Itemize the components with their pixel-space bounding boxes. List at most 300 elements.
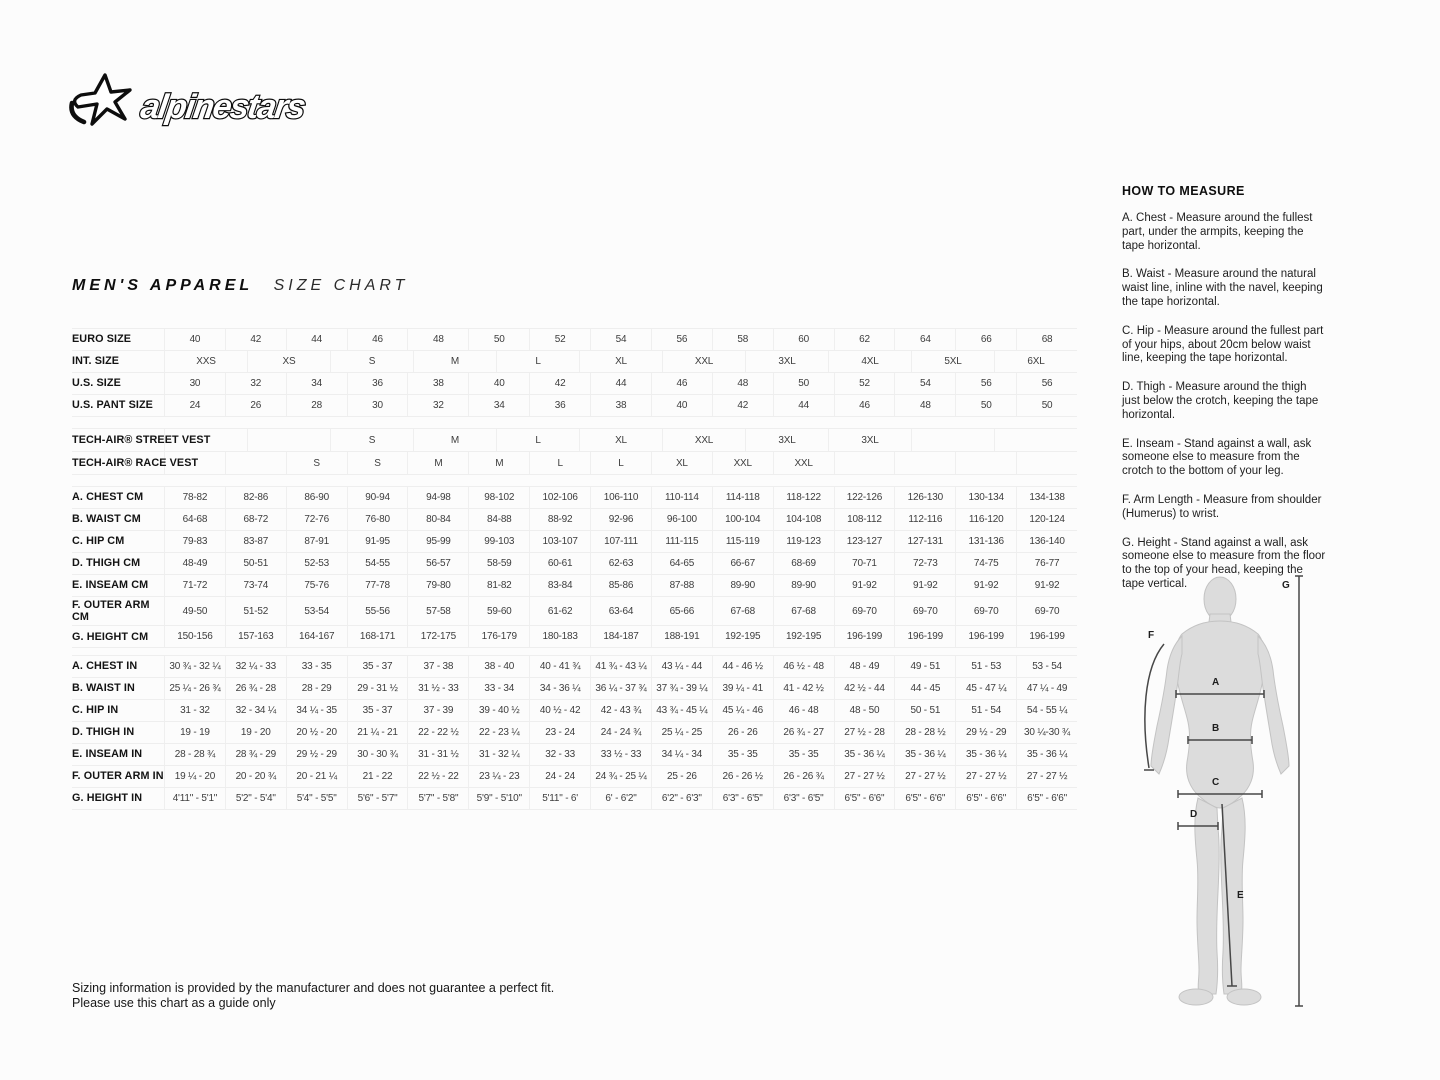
table-cell: 150-156 — [164, 626, 225, 647]
table-cell: 54 - 55 ¼ — [1016, 700, 1077, 721]
row-label: C. HIP CM — [72, 535, 125, 548]
table-cell: XL — [579, 429, 662, 451]
table-cell: 164-167 — [286, 626, 347, 647]
how-to-measure-panel — [1122, 184, 1327, 607]
table-cell: 127-131 — [894, 531, 955, 552]
table-cell: 20 - 21 ¼ — [286, 766, 347, 787]
table-cell: 5'2" - 5'4" — [225, 788, 286, 809]
row-cells — [164, 722, 1077, 743]
table-cell: 6'5" - 6'6" — [955, 788, 1016, 809]
table-cell: 27 - 27 ½ — [955, 766, 1016, 787]
table-cell: 23 - 24 — [529, 722, 590, 743]
table-cell: 33 - 34 — [468, 678, 529, 699]
table-cell: 45 ¼ - 46 — [712, 700, 773, 721]
row-cells — [164, 744, 1077, 765]
table-cell: 85-86 — [590, 575, 651, 596]
table-cell: 23 ¼ - 23 — [468, 766, 529, 787]
table-cell: 47 ¼ - 49 — [1016, 678, 1077, 699]
table-cell: 50 — [773, 373, 834, 394]
table-cell: 71-72 — [164, 575, 225, 596]
table-cell: 29 ½ - 29 — [286, 744, 347, 765]
table-cell: 120-124 — [1016, 509, 1077, 530]
how-to-measure-item: F. Arm Length - Measure from shoulder (Humerus) to wrist. — [1122, 493, 1322, 520]
table-cell: 98-102 — [468, 487, 529, 508]
row-label: TECH-AIR® RACE VEST — [72, 456, 199, 469]
table-cell — [911, 429, 994, 451]
table-cell: 4XL — [828, 351, 911, 372]
table-cell: 3XL — [828, 429, 911, 451]
table-cell: 34 ¼ - 34 — [651, 744, 712, 765]
table-cell: 50 — [955, 395, 1016, 416]
table-cell: 41 - 42 ½ — [773, 678, 834, 699]
table-cell: 48 - 50 — [834, 700, 895, 721]
table-cell: 89-90 — [773, 575, 834, 596]
table-cell: 40 — [164, 329, 225, 350]
table-cell: 80-84 — [407, 509, 468, 530]
table-cell: 48 — [407, 329, 468, 350]
how-to-measure-item: C. Hip - Measure around the fullest part of your hips, about 20cm below waist line, keeping the tape horizontal. — [1122, 324, 1324, 365]
table-cell: 52 — [529, 329, 590, 350]
table-cell: 44 — [286, 329, 347, 350]
table-cell: 106-110 — [590, 487, 651, 508]
table-cell: 54 — [590, 329, 651, 350]
table-cell: 91-92 — [1016, 575, 1077, 596]
table-cell: 42 ½ - 44 — [834, 678, 895, 699]
row-label: A. CHEST IN — [72, 660, 138, 673]
table-cell: 48-49 — [164, 553, 225, 574]
table-cell: 28 — [286, 395, 347, 416]
table-cell: 32 — [225, 373, 286, 394]
label-a: A — [1212, 677, 1220, 688]
row-cells — [164, 395, 1077, 416]
table-cell — [894, 452, 955, 474]
table-cell: 32 - 34 ¼ — [225, 700, 286, 721]
page-title-primary: MEN'S APPAREL — [72, 277, 254, 294]
table-cell: 43 ¼ - 44 — [651, 656, 712, 677]
table-row-us-size — [72, 373, 1077, 395]
table-cell: 46 — [651, 373, 712, 394]
table-row-us-pant-size — [72, 395, 1077, 417]
table-cell: 20 ½ - 20 — [286, 722, 347, 743]
table-cell: 31 - 31 ½ — [407, 744, 468, 765]
table-cell: 73-74 — [225, 575, 286, 596]
table-row — [72, 678, 1077, 700]
row-cells — [164, 700, 1077, 721]
table-cell — [994, 429, 1077, 451]
table-cell: 51 - 53 — [955, 656, 1016, 677]
table-cell: 6XL — [994, 351, 1077, 372]
table-cell: 44 - 45 — [894, 678, 955, 699]
row-cells — [164, 553, 1077, 574]
table-cell: 64 — [894, 329, 955, 350]
table-cell: 67-68 — [773, 597, 834, 625]
table-cell: 69-70 — [1016, 597, 1077, 625]
table-cell: 66-67 — [712, 553, 773, 574]
table-cell: 54-55 — [347, 553, 408, 574]
table-cell: 35 - 35 — [712, 744, 773, 765]
table-cell: 58-59 — [468, 553, 529, 574]
table-cell: 32 ¼ - 33 — [225, 656, 286, 677]
table-cell: 196-199 — [834, 626, 895, 647]
table-cell: 130-134 — [955, 487, 1016, 508]
table-cell: 48 - 49 — [834, 656, 895, 677]
table-cell: 192-195 — [712, 626, 773, 647]
table-cell: 76-77 — [1016, 553, 1077, 574]
table-cell: 172-175 — [407, 626, 468, 647]
table-cell: 115-119 — [712, 531, 773, 552]
table-cell: 68 — [1016, 329, 1077, 350]
table-cell: 91-92 — [834, 575, 895, 596]
table-cell: 26 - 26 ½ — [712, 766, 773, 787]
table-cell: 81-82 — [468, 575, 529, 596]
height-line — [1295, 576, 1303, 1006]
table-cell: 52-53 — [286, 553, 347, 574]
table-cell: 26 - 26 ¾ — [773, 766, 834, 787]
table-cell: 27 - 27 ½ — [834, 766, 895, 787]
table-row-race-vest — [72, 452, 1077, 475]
table-cell: 180-183 — [529, 626, 590, 647]
row-label: D. THIGH IN — [72, 726, 135, 739]
table-cell: 64-65 — [651, 553, 712, 574]
body-silhouette — [1151, 577, 1289, 1005]
table-cell: 49 - 51 — [894, 656, 955, 677]
table-cell: 86-90 — [286, 487, 347, 508]
table-cell: 21 ¼ - 21 — [347, 722, 408, 743]
table-cell: 27 - 27 ½ — [894, 766, 955, 787]
table-cell: 196-199 — [955, 626, 1016, 647]
table-cell: 3XL — [745, 351, 828, 372]
table-row — [72, 509, 1077, 531]
alpinestars-wordmark: alpinestars — [138, 88, 307, 126]
row-cells — [164, 452, 1077, 474]
table-cell: 82-86 — [225, 487, 286, 508]
table-cell: 24 — [164, 395, 225, 416]
table-cell: 87-88 — [651, 575, 712, 596]
table-cell: 30 - 30 ¾ — [347, 744, 408, 765]
table-cell: 33 ½ - 33 — [590, 744, 651, 765]
table-cell: 34 — [468, 395, 529, 416]
table-cell: 56-57 — [407, 553, 468, 574]
table-cell: 35 - 36 ¼ — [1016, 744, 1077, 765]
table-cell: 50 — [1016, 395, 1077, 416]
table-cell: 196-199 — [894, 626, 955, 647]
table-cell: 37 ¾ - 39 ¼ — [651, 678, 712, 699]
table-cell: 50 — [468, 329, 529, 350]
table-cell: XXL — [712, 452, 773, 474]
table-row — [72, 744, 1077, 766]
table-cell: L — [590, 452, 651, 474]
table-cell: 102-106 — [529, 487, 590, 508]
inch-measurements-block — [72, 655, 1077, 810]
table-cell: 65-66 — [651, 597, 712, 625]
label-g: G — [1282, 580, 1290, 591]
table-cell: 48 — [712, 373, 773, 394]
table-cell: 50-51 — [225, 553, 286, 574]
table-row-euro-size — [72, 329, 1077, 351]
table-cell: 51-52 — [225, 597, 286, 625]
table-cell: 35 - 36 ¼ — [955, 744, 1016, 765]
table-cell: 196-199 — [1016, 626, 1077, 647]
table-cell: 92-96 — [590, 509, 651, 530]
table-cell: 28 - 29 — [286, 678, 347, 699]
table-cell: 46 — [834, 395, 895, 416]
table-cell: S — [347, 452, 408, 474]
row-cells — [164, 766, 1077, 787]
table-cell — [1016, 452, 1077, 474]
table-cell: 30 ¼-30 ¾ — [1016, 722, 1077, 743]
table-cell: 5'4" - 5'5" — [286, 788, 347, 809]
table-cell: L — [496, 351, 579, 372]
table-cell: 58 — [712, 329, 773, 350]
table-cell: 42 — [712, 395, 773, 416]
table-cell: 56 — [955, 373, 1016, 394]
table-cell: 35 - 36 ¼ — [834, 744, 895, 765]
table-cell: 34 — [286, 373, 347, 394]
table-cell: XXL — [662, 429, 745, 451]
table-cell: 134-138 — [1016, 487, 1077, 508]
table-row — [72, 597, 1077, 626]
table-cell: 45 - 47 ¼ — [955, 678, 1016, 699]
table-cell: 168-171 — [347, 626, 408, 647]
table-cell: 60-61 — [529, 553, 590, 574]
table-cell: 100-104 — [712, 509, 773, 530]
table-cell: 49-50 — [164, 597, 225, 625]
table-cell: 74-75 — [955, 553, 1016, 574]
table-cell: 22 ½ - 22 — [407, 766, 468, 787]
table-cell: 96-100 — [651, 509, 712, 530]
table-cell: 54 — [894, 373, 955, 394]
table-cell: 20 - 20 ¾ — [225, 766, 286, 787]
table-cell: 19 - 19 — [164, 722, 225, 743]
table-cell: 69-70 — [955, 597, 1016, 625]
table-cell: 131-136 — [955, 531, 1016, 552]
table-row — [72, 553, 1077, 575]
label-c: C — [1212, 777, 1220, 788]
table-cell: 59-60 — [468, 597, 529, 625]
table-cell: 29 ½ - 29 — [955, 722, 1016, 743]
table-cell: 44 — [590, 373, 651, 394]
table-cell: XXL — [773, 452, 834, 474]
table-cell: 31 ½ - 33 — [407, 678, 468, 699]
table-cell: 79-83 — [164, 531, 225, 552]
table-cell: 38 - 40 — [468, 656, 529, 677]
row-cells — [164, 487, 1077, 508]
table-row — [72, 487, 1077, 509]
table-cell: 6'5" - 6'6" — [894, 788, 955, 809]
label-d: D — [1190, 809, 1198, 820]
label-b: B — [1212, 723, 1220, 734]
table-row — [72, 656, 1077, 678]
table-cell: 28 ¾ - 29 — [225, 744, 286, 765]
table-cell: 48 — [894, 395, 955, 416]
table-cell: 21 - 22 — [347, 766, 408, 787]
table-cell: 26 ¾ - 28 — [225, 678, 286, 699]
table-cell: 5'7" - 5'8" — [407, 788, 468, 809]
table-cell: 75-76 — [286, 575, 347, 596]
table-cell: 89-90 — [712, 575, 773, 596]
table-cell: 39 - 40 ½ — [468, 700, 529, 721]
table-cell: 123-127 — [834, 531, 895, 552]
table-cell: 103-107 — [529, 531, 590, 552]
row-cells — [164, 329, 1077, 350]
table-cell: 53 - 54 — [1016, 656, 1077, 677]
table-cell: 88-92 — [529, 509, 590, 530]
row-label: U.S. SIZE — [72, 377, 121, 390]
table-cell: 122-126 — [834, 487, 895, 508]
table-cell: 40 - 41 ¾ — [529, 656, 590, 677]
table-cell: 40 — [651, 395, 712, 416]
table-cell: 94-98 — [407, 487, 468, 508]
table-cell: 41 ¾ - 43 ¼ — [590, 656, 651, 677]
how-to-measure-item: A. Chest - Measure around the fullest part, under the armpits, keeping the tape horizontal. — [1122, 212, 1313, 252]
table-cell — [955, 452, 1016, 474]
table-cell: 24 - 24 — [529, 766, 590, 787]
table-cell: 29 - 31 ½ — [347, 678, 408, 699]
row-cells — [164, 788, 1077, 809]
table-cell: 34 - 36 ¼ — [529, 678, 590, 699]
table-cell: 40 ½ - 42 — [529, 700, 590, 721]
table-cell: 116-120 — [955, 509, 1016, 530]
row-label: U.S. PANT SIZE — [72, 399, 153, 412]
table-cell: 19 - 20 — [225, 722, 286, 743]
table-cell: 6' - 6'2" — [590, 788, 651, 809]
table-cell: 72-76 — [286, 509, 347, 530]
how-to-measure-item: B. Waist - Measure around the natural waist line, inline with the navel, keeping the tape horizontal. — [1122, 268, 1323, 308]
table-cell: 25 ¼ - 26 ¾ — [164, 678, 225, 699]
row-cells — [164, 597, 1077, 625]
size-header-block — [72, 328, 1077, 417]
table-cell — [225, 452, 286, 474]
table-cell: 46 — [347, 329, 408, 350]
table-cell: XL — [579, 351, 662, 372]
table-row — [72, 722, 1077, 744]
table-cell: 24 ¾ - 25 ¼ — [590, 766, 651, 787]
table-cell: 188-191 — [651, 626, 712, 647]
table-cell: 27 - 27 ½ — [1016, 766, 1077, 787]
table-cell: 63-64 — [590, 597, 651, 625]
row-label: A. CHEST CM — [72, 491, 144, 504]
table-cell: 136-140 — [1016, 531, 1077, 552]
table-cell: XXS — [164, 351, 247, 372]
table-cell: 26 - 26 — [712, 722, 773, 743]
table-cell: 68-72 — [225, 509, 286, 530]
table-cell: 32 — [407, 395, 468, 416]
table-cell: 26 ¾ - 27 — [773, 722, 834, 743]
table-cell: 37 - 38 — [407, 656, 468, 677]
table-cell: 69-70 — [894, 597, 955, 625]
table-cell: 112-116 — [894, 509, 955, 530]
cm-measurements-block — [72, 486, 1077, 648]
table-cell: XS — [247, 351, 330, 372]
row-label: B. WAIST CM — [72, 513, 141, 526]
row-label: EURO SIZE — [72, 333, 132, 346]
table-cell: 51 - 54 — [955, 700, 1016, 721]
row-cells — [164, 509, 1077, 530]
table-cell: 91-95 — [347, 531, 408, 552]
label-e: E — [1237, 890, 1244, 901]
table-cell: 38 — [407, 373, 468, 394]
table-cell: M — [468, 452, 529, 474]
row-label: F. OUTER ARM IN — [72, 770, 164, 783]
table-cell: 46 - 48 — [773, 700, 834, 721]
table-cell: 84-88 — [468, 509, 529, 530]
row-label: C. HIP IN — [72, 704, 119, 717]
table-cell: 42 — [529, 373, 590, 394]
table-cell: 38 — [590, 395, 651, 416]
table-cell: 35 - 36 ¼ — [894, 744, 955, 765]
row-label: F. OUTER ARM CM — [72, 599, 150, 624]
row-cells — [164, 351, 1077, 372]
table-cell: 24 - 24 ¾ — [590, 722, 651, 743]
row-cells — [164, 626, 1077, 647]
table-row-int-size — [72, 351, 1077, 373]
table-cell: 6'3" - 6'5" — [773, 788, 834, 809]
table-cell: 28 - 28 ¾ — [164, 744, 225, 765]
table-cell: 30 — [164, 373, 225, 394]
table-cell: 62 — [834, 329, 895, 350]
table-cell: 42 — [225, 329, 286, 350]
table-cell: 6'3" - 6'5" — [712, 788, 773, 809]
table-cell: 157-163 — [225, 626, 286, 647]
table-cell: 44 - 46 ½ — [712, 656, 773, 677]
table-cell: 91-92 — [955, 575, 1016, 596]
table-cell: XXL — [662, 351, 745, 372]
table-cell: 99-103 — [468, 531, 529, 552]
how-to-measure-item: G. Height - Stand against a wall, ask someone else to measure from the floor to the top of your head, keeping the tape vertical. — [1122, 536, 1326, 590]
table-cell: 64-68 — [164, 509, 225, 530]
table-cell: 56 — [651, 329, 712, 350]
alpinestars-star-icon — [72, 75, 131, 124]
table-cell: 27 ½ - 28 — [834, 722, 895, 743]
table-cell: 3XL — [745, 429, 828, 451]
table-cell: 111-115 — [651, 531, 712, 552]
table-cell: 176-179 — [468, 626, 529, 647]
alpinestars-logo — [68, 72, 328, 138]
row-cells — [164, 575, 1077, 596]
page-title — [72, 277, 408, 295]
table-cell: 35 - 37 — [347, 656, 408, 677]
table-cell: 46 ½ - 48 — [773, 656, 834, 677]
table-cell: 40 — [468, 373, 529, 394]
table-cell: 36 ¼ - 37 ¾ — [590, 678, 651, 699]
table-cell: 22 - 23 ¼ — [468, 722, 529, 743]
table-cell: 60 — [773, 329, 834, 350]
table-cell — [247, 429, 330, 451]
row-cells — [164, 656, 1077, 677]
table-cell: 34 ¼ - 35 — [286, 700, 347, 721]
table-cell: 30 — [347, 395, 408, 416]
table-cell: 76-80 — [347, 509, 408, 530]
disclaimer — [72, 981, 554, 1011]
table-row — [72, 531, 1077, 553]
disclaimer-line-1: Sizing information is provided by the manufacturer and does not guarantee a perfect fit. — [72, 981, 555, 995]
table-cell: L — [496, 429, 579, 451]
row-label: E. INSEAM CM — [72, 579, 149, 592]
table-cell: 32 - 33 — [529, 744, 590, 765]
table-cell: 68-69 — [773, 553, 834, 574]
table-cell: 90-94 — [347, 487, 408, 508]
table-cell: 37 - 39 — [407, 700, 468, 721]
table-cell: 6'2" - 6'3" — [651, 788, 712, 809]
table-cell: 72-73 — [894, 553, 955, 574]
table-cell: L — [529, 452, 590, 474]
table-cell: 52 — [834, 373, 895, 394]
table-cell: 33 - 35 — [286, 656, 347, 677]
table-row — [72, 766, 1077, 788]
table-cell: 25 - 26 — [651, 766, 712, 787]
table-cell: S — [330, 351, 413, 372]
table-cell: 79-80 — [407, 575, 468, 596]
